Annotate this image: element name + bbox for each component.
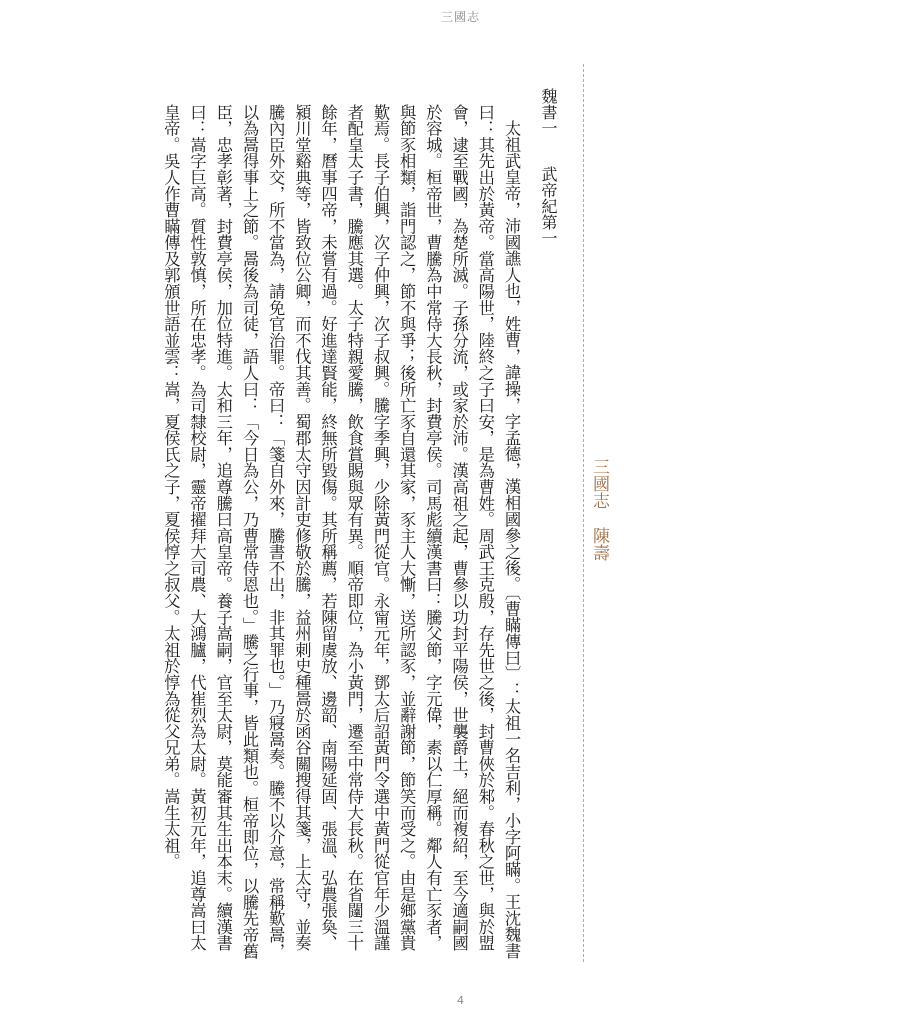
text-paragraph: 太祖武皇帝，沛國譙人也，姓曹，諱操，字孟德，漢相國參之後。〔曹瞞傳曰〕：太祖一名吉利，小字阿瞞。王沈魏書曰：其先出於黃帝。當高陽世，陸終之子曰安，是為曹姓。周武王克殷，存先世之後，封曹俠於邾。春秋之世，與於盟會，逮至戰國，為楚所滅。子孫分流，或家於沛。漢高祖之起，曹參以功封平陽侯，世襲爵土，絕而複紹，至今適嗣國於容城。桓帝世，曹騰為中常侍大長秋，封費亭侯。司馬彪續漢書曰：騰父節，字元偉，素以仁厚稱。鄰人有亡豕者，與節豕相類，詣門認之，節不與爭；後所亡豕自還其家，豕主人大慚，送所認豕，並辭謝節，節笑而受之。由是鄉黨貴歎焉。長子伯興，次子仲興，次子叔興。騰字季興，少除黃門從官。永甯元年，鄧太后詔黃門令選中黃門從官年少溫謹者配皇太子書，騰應其選。太子特親愛騰，飲食賞賜與眾有異。順帝即位，為小黃門，遷至中常侍大長秋。在省闥三十餘年，曆事四帝，未嘗有過。好進達賢能，終無所毀傷。其所稱薦，若陳留虞放、邊韶、南陽延固、張溫、弘農張奐、潁川堂谿典等，皆致位公卿，而不伐其善。蜀郡太守因計吏修敬於騰，益州刺史種暠於函谷關搜得其箋，上太守，並奏騰內臣外交，所不當為，請免官治罪。帝曰：「箋自外來，騰書不出，非其罪也。」乃寢暠奏。騰不以介意，常稱歎暠，以為暠得事上之節。暠後為司徒，語人曰：「今日為公，乃曹常侍恩也。」騰之行事，皆此類也。桓帝即位，以騰先帝舊臣，忠孝彰著，封費亭侯，加位特進。太和三年，追尊騰曰高皇帝。養子嵩嗣，官至太尉，莫能審其生出本末。續漢書曰：嵩字巨高。質性敦慎，所在忠孝。為司隸校尉，靈帝擢拜大司農、大鴻臚，代崔烈為太尉。黃初元年，追尊嵩曰太皇帝。吳人作曹瞞傳及郭頒世語並雲：嵩，夏侯氏之子，夏侯惇之叔父。太祖於惇為從父兄弟。嵩生太祖。	[161, 104, 521, 960]
running-header: 三國志	[440, 10, 480, 24]
side-divider	[583, 64, 584, 962]
chapter-title: 武帝紀第一	[539, 166, 558, 246]
main-text	[78, 104, 524, 964]
chapter-volume: 魏書一	[539, 88, 558, 136]
chapter-heading	[532, 88, 564, 246]
page-number: 4	[457, 994, 464, 1007]
side-author-name: 陳壽	[589, 527, 609, 561]
side-book-name: 三國志	[589, 458, 609, 509]
side-book-title	[586, 458, 612, 561]
